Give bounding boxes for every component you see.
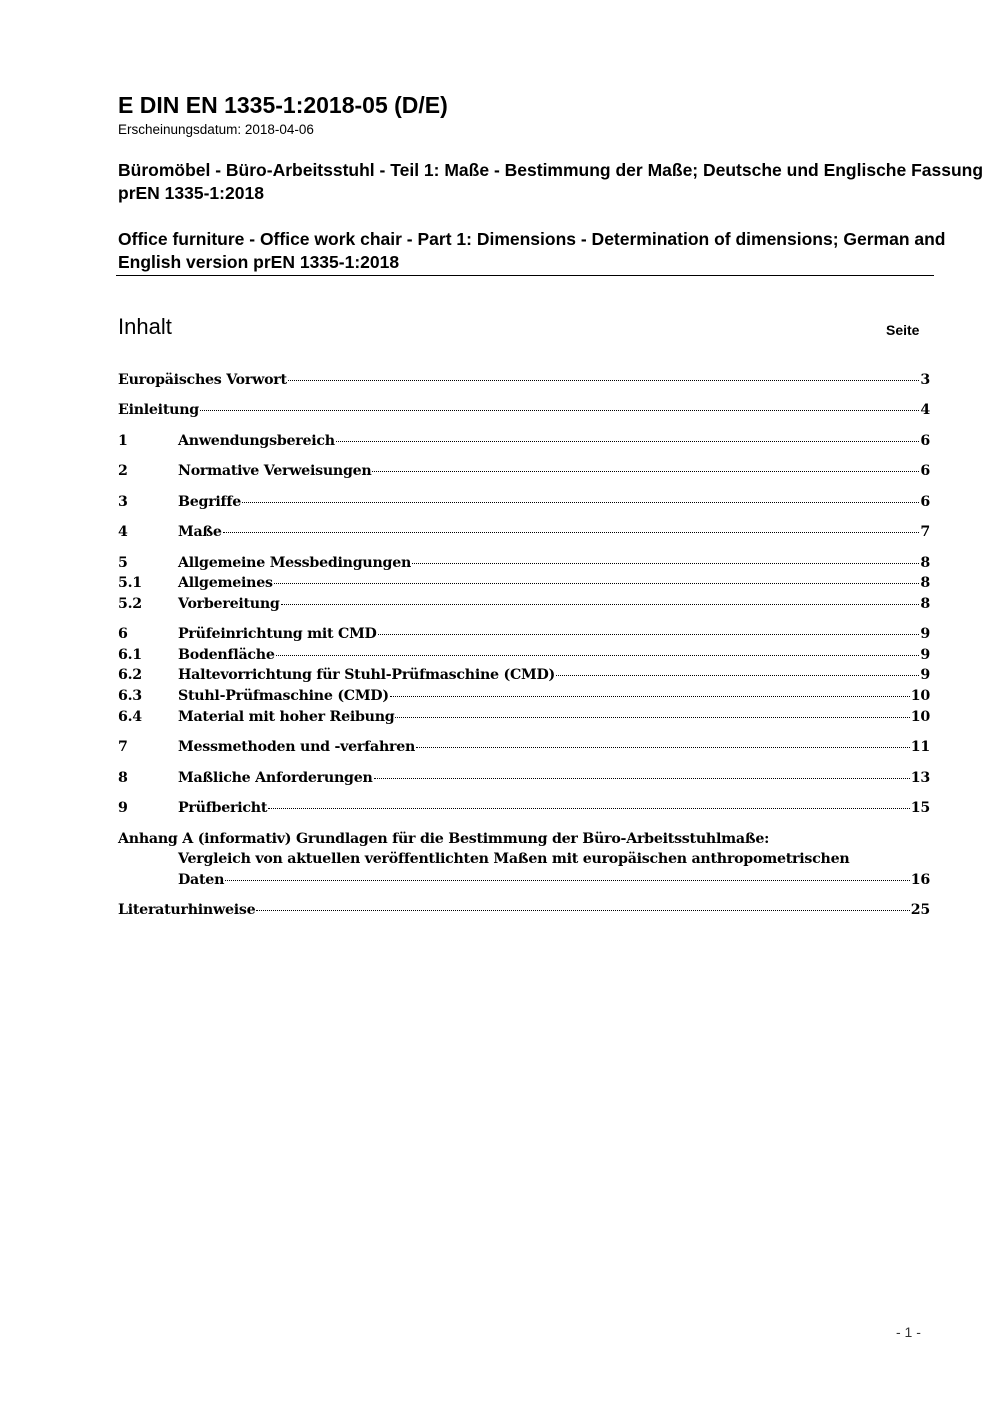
- toc-entry[interactable]: [118, 709, 930, 729]
- toc-entry-number: 6.2: [118, 667, 142, 683]
- dot-leader: [274, 583, 920, 584]
- toc-entry[interactable]: [118, 626, 930, 646]
- toc-entry-title: Allgemeines: [178, 575, 273, 591]
- toc-entry-title: Daten: [178, 872, 225, 888]
- toc-entry[interactable]: [118, 463, 930, 483]
- toc-entry-title: Maße: [178, 524, 222, 540]
- title-german: Büromöbel - Büro-Arbeitsstuhl - Teil 1: Maße - Bestimmung der Maße; Deutsche und Englische Fassung prEN 1335-1:2018: [118, 160, 984, 203]
- toc-entry-bibliography[interactable]: [118, 902, 930, 922]
- toc-entry-number: 2: [118, 463, 128, 479]
- toc-entry-page: 9: [920, 667, 930, 683]
- toc-entry-page: 4: [920, 402, 930, 418]
- toc-entry[interactable]: [118, 647, 930, 667]
- toc-entry-title: Haltevorrichtung für Stuhl-Prüfmaschine (CMD): [178, 667, 556, 683]
- dot-leader: [336, 441, 919, 442]
- dot-leader: [256, 910, 909, 911]
- toc-entry[interactable]: [118, 770, 930, 790]
- toc-entry-page: 9: [920, 626, 930, 642]
- toc-entry[interactable]: [118, 739, 930, 759]
- toc-entry-page: 10: [910, 688, 930, 704]
- toc-entry-page: 11: [910, 739, 930, 755]
- dot-leader: [390, 696, 910, 697]
- toc-entry-page: 6: [920, 433, 930, 449]
- dot-leader: [225, 880, 910, 881]
- toc-entry-page: 6: [920, 494, 930, 510]
- toc-entry-page: 16: [910, 872, 930, 888]
- toc-entry[interactable]: [118, 667, 930, 687]
- toc-entry[interactable]: [118, 800, 930, 820]
- toc-annex-title[interactable]: Anhang A (informativ) Grundlagen für die Bestimmung der Büro-Arbeitsstuhlmaße:: [118, 831, 770, 847]
- dot-leader: [416, 747, 910, 748]
- toc-entry[interactable]: [118, 494, 930, 514]
- toc-entry-title: Messmethoden und -verfahren: [178, 739, 416, 755]
- toc-entry-title: Prüfeinrichtung mit CMD: [178, 626, 377, 642]
- dot-leader: [268, 808, 910, 809]
- toc-entry-title: Prüfbericht: [178, 800, 268, 816]
- toc-annex-title-continued[interactable]: Vergleich von aktuellen veröffentlichten Maßen mit europäischen anthropometrischen: [178, 851, 850, 867]
- publication-date: Erscheinungsdatum: 2018-04-06: [118, 122, 314, 137]
- toc-entry-number: 5: [118, 555, 128, 571]
- dot-leader: [242, 502, 919, 503]
- toc-entry-title: Maßliche Anforderungen: [178, 770, 373, 786]
- toc-entry-number: 6.3: [118, 688, 142, 704]
- dot-leader: [288, 380, 920, 381]
- dot-leader: [412, 563, 919, 564]
- toc-entry[interactable]: [118, 555, 930, 575]
- toc-entry-number: 7: [118, 739, 128, 755]
- toc-entry-title: Europäisches Vorwort: [118, 372, 287, 388]
- toc-entry-page: 9: [920, 647, 930, 663]
- dot-leader: [378, 634, 920, 635]
- toc-entry-title: Einleitung: [118, 402, 199, 418]
- toc-entry-title: Anwendungsbereich: [178, 433, 335, 449]
- table-of-contents: [118, 0, 930, 1403]
- toc-entry-number: 5.2: [118, 596, 142, 612]
- title-english: Office furniture - Office work chair - Part 1: Dimensions - Determination of dimensions; German and English version prEN 1335-1:2018: [118, 229, 946, 272]
- dot-leader: [281, 604, 920, 605]
- toc-entry[interactable]: [118, 402, 930, 422]
- dot-leader: [374, 778, 910, 779]
- toc-entry-number: 6.4: [118, 709, 142, 725]
- toc-entry-page: 3: [920, 372, 930, 388]
- toc-entry-number: 9: [118, 800, 128, 816]
- toc-entry-title: Allgemeine Messbedingungen: [178, 555, 412, 571]
- toc-entry[interactable]: [118, 575, 930, 595]
- toc-entry-number: 5.1: [118, 575, 142, 591]
- toc-entry-page: 10: [910, 709, 930, 725]
- toc-entry-number: 8: [118, 770, 128, 786]
- toc-entry-number: 6: [118, 626, 128, 642]
- dot-leader: [372, 471, 919, 472]
- toc-entry-page: 8: [920, 555, 930, 571]
- toc-entry-title: Normative Verweisungen: [178, 463, 372, 479]
- toc-entry[interactable]: [118, 688, 930, 708]
- toc-page-label: Seite: [886, 322, 920, 338]
- toc-heading: Inhalt: [118, 314, 172, 339]
- toc-entry-number: 3: [118, 494, 128, 510]
- toc-entry-title: Bodenfläche: [178, 647, 275, 663]
- toc-entry[interactable]: [118, 372, 930, 392]
- document-code: E DIN EN 1335-1:2018-05 (D/E): [118, 92, 448, 118]
- toc-entry-number: 1: [118, 433, 128, 449]
- toc-entry[interactable]: [118, 596, 930, 616]
- toc-entry-title: Vorbereitung: [178, 596, 280, 612]
- toc-entry-page: 7: [920, 524, 930, 540]
- dot-leader: [556, 675, 919, 676]
- toc-entry-annex-a[interactable]: [178, 872, 930, 892]
- toc-entry-number: 4: [118, 524, 128, 540]
- toc-entry[interactable]: [118, 524, 930, 544]
- toc-entry-title: Literaturhinweise: [118, 902, 256, 918]
- toc-entry-page: 8: [920, 575, 930, 591]
- dot-leader: [223, 532, 920, 533]
- dot-leader: [395, 717, 909, 718]
- toc-entry-title: Stuhl-Prüfmaschine (CMD): [178, 688, 389, 704]
- toc-entry[interactable]: [118, 433, 930, 453]
- toc-entry-page: 25: [910, 902, 930, 918]
- toc-entry-page: 6: [920, 463, 930, 479]
- toc-entry-page: 15: [910, 800, 930, 816]
- toc-entry-title: Begriffe: [178, 494, 242, 510]
- dot-leader: [276, 655, 920, 656]
- toc-entry-page: 8: [920, 596, 930, 612]
- toc-entry-page: 13: [910, 770, 930, 786]
- page-number: - 1 -: [896, 1324, 921, 1340]
- dot-leader: [200, 410, 919, 411]
- toc-entry-title: Material mit hoher Reibung: [178, 709, 395, 725]
- toc-entry-number: 6.1: [118, 647, 142, 663]
